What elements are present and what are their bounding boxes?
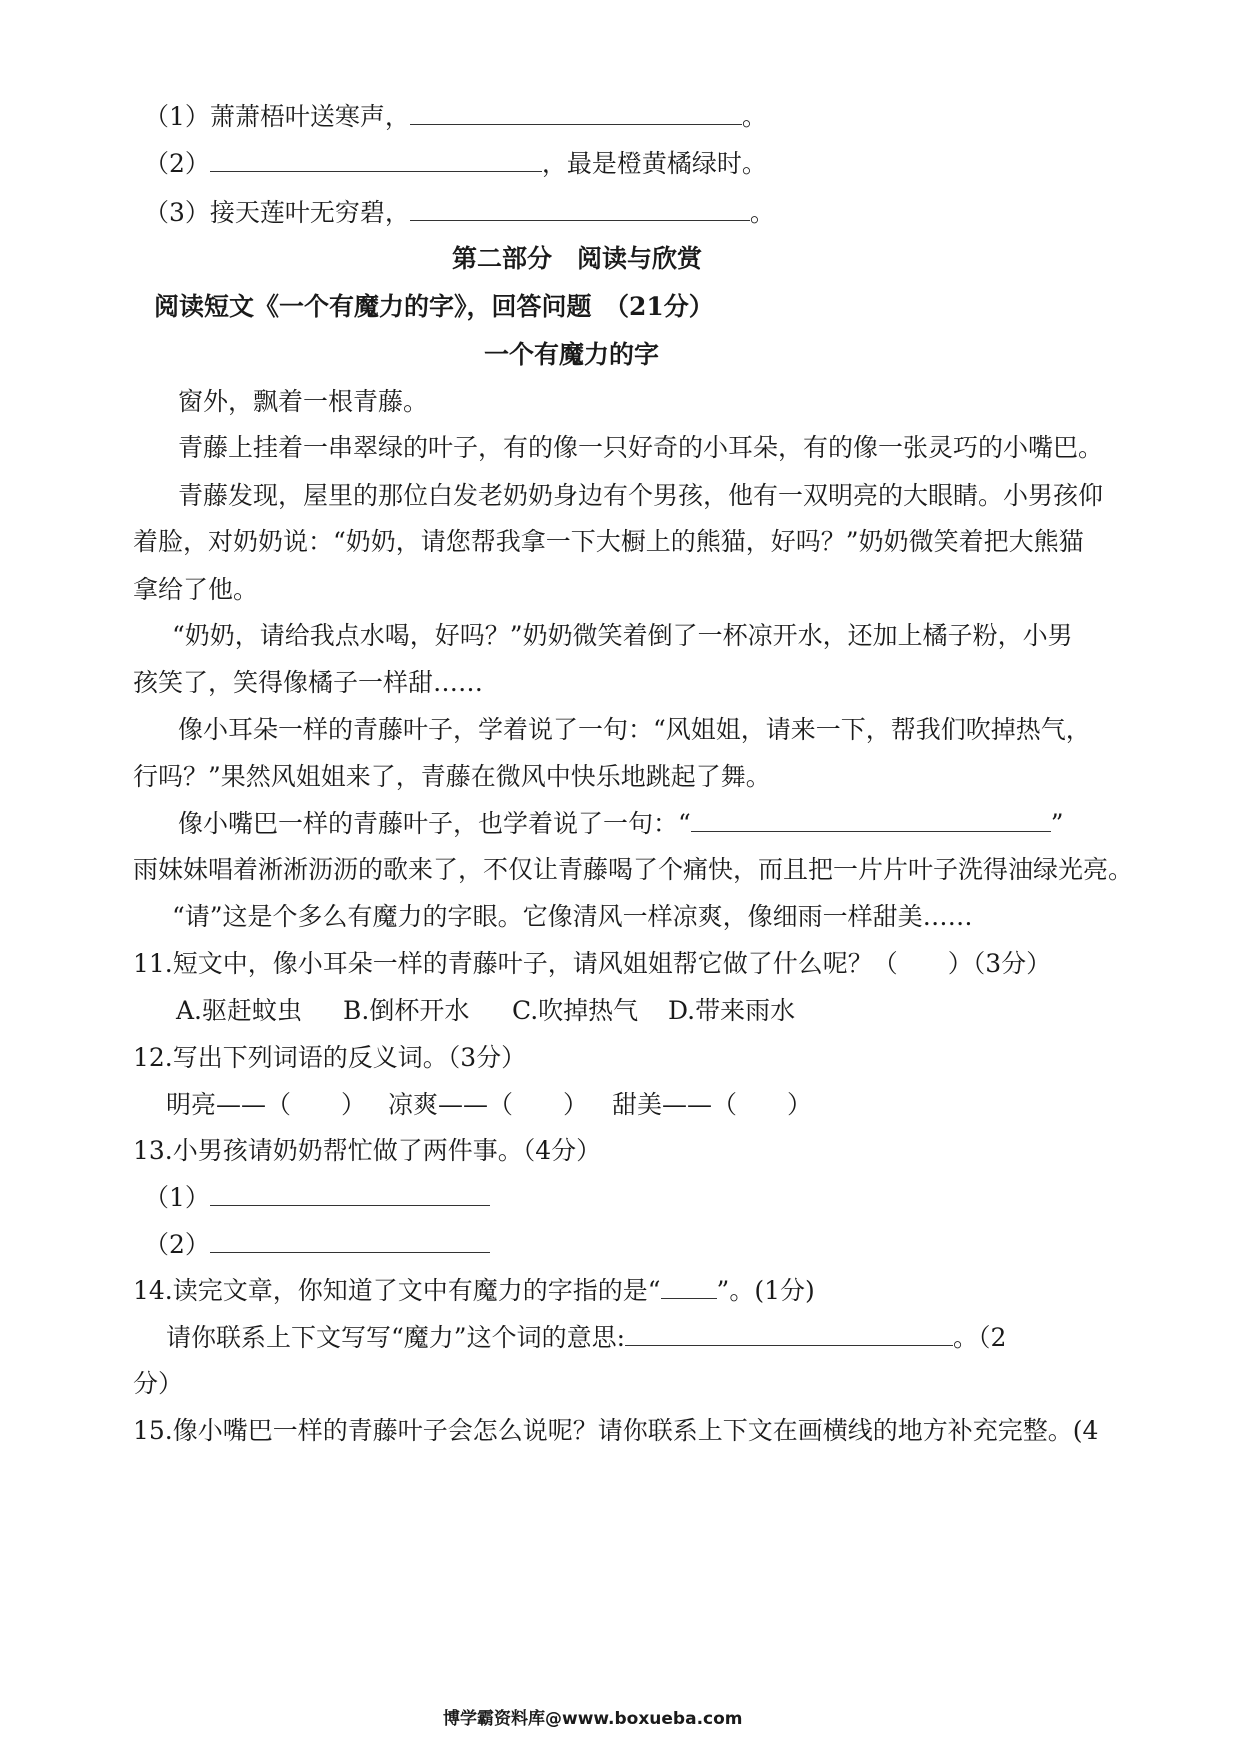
reading-instruction: 阅读短文《一个有魔力的字》，回答问题 （21分） (154, 292, 714, 321)
item-number: （2） (144, 1230, 210, 1259)
question-15: 15.像小嘴巴一样的青藤叶子会怎么说呢？请你联系上下文在画横线的地方补充完整。(4 (133, 1416, 1099, 1445)
q11-option-c[interactable]: C.吹掉热气 (512, 996, 639, 1025)
article-line: “奶奶，请给我点水喝，好吗？”奶奶微笑着倒了一杯凉开水，还加上橘子粉，小男 (172, 621, 1073, 650)
q12-item[interactable]: 甜美——（ ） (612, 1090, 813, 1119)
item-number: （1） (144, 1183, 210, 1212)
article-line: 青藤上挂着一串翠绿的叶子，有的像一只好奇的小耳朵，有的像一张灵巧的小嘴巴。 (178, 433, 1104, 462)
poem-line-2 (144, 147, 767, 181)
answer-blank[interactable] (210, 149, 542, 172)
question-text: 14.读完文章，你知道了文中有魔力的字指的是“ (133, 1276, 661, 1305)
article-line: 拿给了他。 (133, 575, 259, 604)
question-13: 13.小男孩请奶奶帮忙做了两件事。（4分） (133, 1136, 602, 1165)
item-number: （3） (144, 198, 210, 227)
article-line: 行吗？”果然风姐姐来了，青藤在微风中快乐地跳起了舞。 (133, 762, 771, 791)
question-14 (133, 1274, 815, 1308)
item-number: （1） (144, 102, 210, 131)
article-line: “请”这是个多么有魔力的字眼。它像清风一样凉爽，像细雨一样甜美…… (172, 902, 973, 931)
answer-blank[interactable] (410, 198, 750, 221)
article-title: 一个有魔力的字 (484, 340, 660, 369)
poem-text: 。 (741, 102, 767, 131)
article-line: 像小耳朵一样的青藤叶子，学着说了一句：“风姐姐，请来一下，帮我们吹掉热气， (178, 715, 1091, 744)
q12-item[interactable]: 凉爽——（ ） (388, 1090, 589, 1119)
article-line-with-blank (178, 807, 1064, 841)
poem-text: ，最是橙黄橘绿时。 (541, 149, 767, 178)
poem-line-1 (144, 100, 767, 134)
q13-answer-line-1 (144, 1181, 490, 1215)
article-line: 孩笑了，笑得像橘子一样甜…… (133, 668, 484, 697)
q12-item[interactable]: 明亮——（ ） (166, 1090, 367, 1119)
section-title: 第二部分 阅读与欣赏 (452, 244, 703, 273)
item-number: （2） (144, 149, 210, 178)
answer-blank[interactable] (210, 1183, 490, 1206)
question-14-sub (166, 1321, 1006, 1355)
poem-line-3 (144, 196, 775, 230)
q11-option-a[interactable]: A.驱赶蚊虫 (176, 996, 303, 1025)
article-line: 青藤发现，屋里的那位白发老奶奶身边有个男孩，他有一双明亮的大眼睛。小男孩仰 (178, 481, 1104, 510)
question-14-sub-cont: 分） (133, 1369, 184, 1398)
question-11: 11.短文中，像小耳朵一样的青藤叶子，请风姐姐帮它做了什么呢？（ ）（3分） (133, 949, 1052, 978)
article-line: 窗外，飘着一根青藤。 (178, 387, 429, 416)
q13-answer-line-2 (144, 1228, 490, 1262)
article-text: 像小嘴巴一样的青藤叶子，也学着说了一句：“ (178, 809, 691, 838)
article-line: 着脸，对奶奶说：“奶奶，请您帮我拿一下大橱上的熊猫，好吗？”奶奶微笑着把大熊猫 (133, 527, 1084, 556)
poem-text: 。 (749, 198, 775, 227)
answer-blank[interactable] (661, 1276, 717, 1299)
article-line: 雨妹妹唱着淅淅沥沥的歌来了，不仅让青藤喝了个痛快，而且把一片片叶子洗得油绿光亮。 (133, 855, 1134, 884)
article-text: ” (1050, 809, 1064, 838)
answer-blank[interactable] (625, 1323, 953, 1346)
q11-option-b[interactable]: B.倒杯开水 (343, 996, 470, 1025)
footer-watermark: 博学霸资料库@www.boxueba.com (443, 1709, 743, 1729)
answer-blank[interactable] (691, 809, 1051, 832)
question-text: 。（2 (953, 1323, 1007, 1352)
answer-blank[interactable] (410, 102, 742, 125)
poem-text: 接天莲叶无穷碧， (209, 198, 410, 227)
poem-text: 萧萧梧叶送寒声， (209, 102, 410, 131)
q11-option-d[interactable]: D.带来雨水 (668, 996, 796, 1025)
question-text: ”。(1分) (716, 1276, 815, 1305)
answer-blank[interactable] (210, 1230, 490, 1253)
question-12: 12.写出下列词语的反义词。（3分） (133, 1043, 527, 1072)
question-text: 请你联系上下文写写“魔力”这个词的意思: (166, 1323, 625, 1352)
